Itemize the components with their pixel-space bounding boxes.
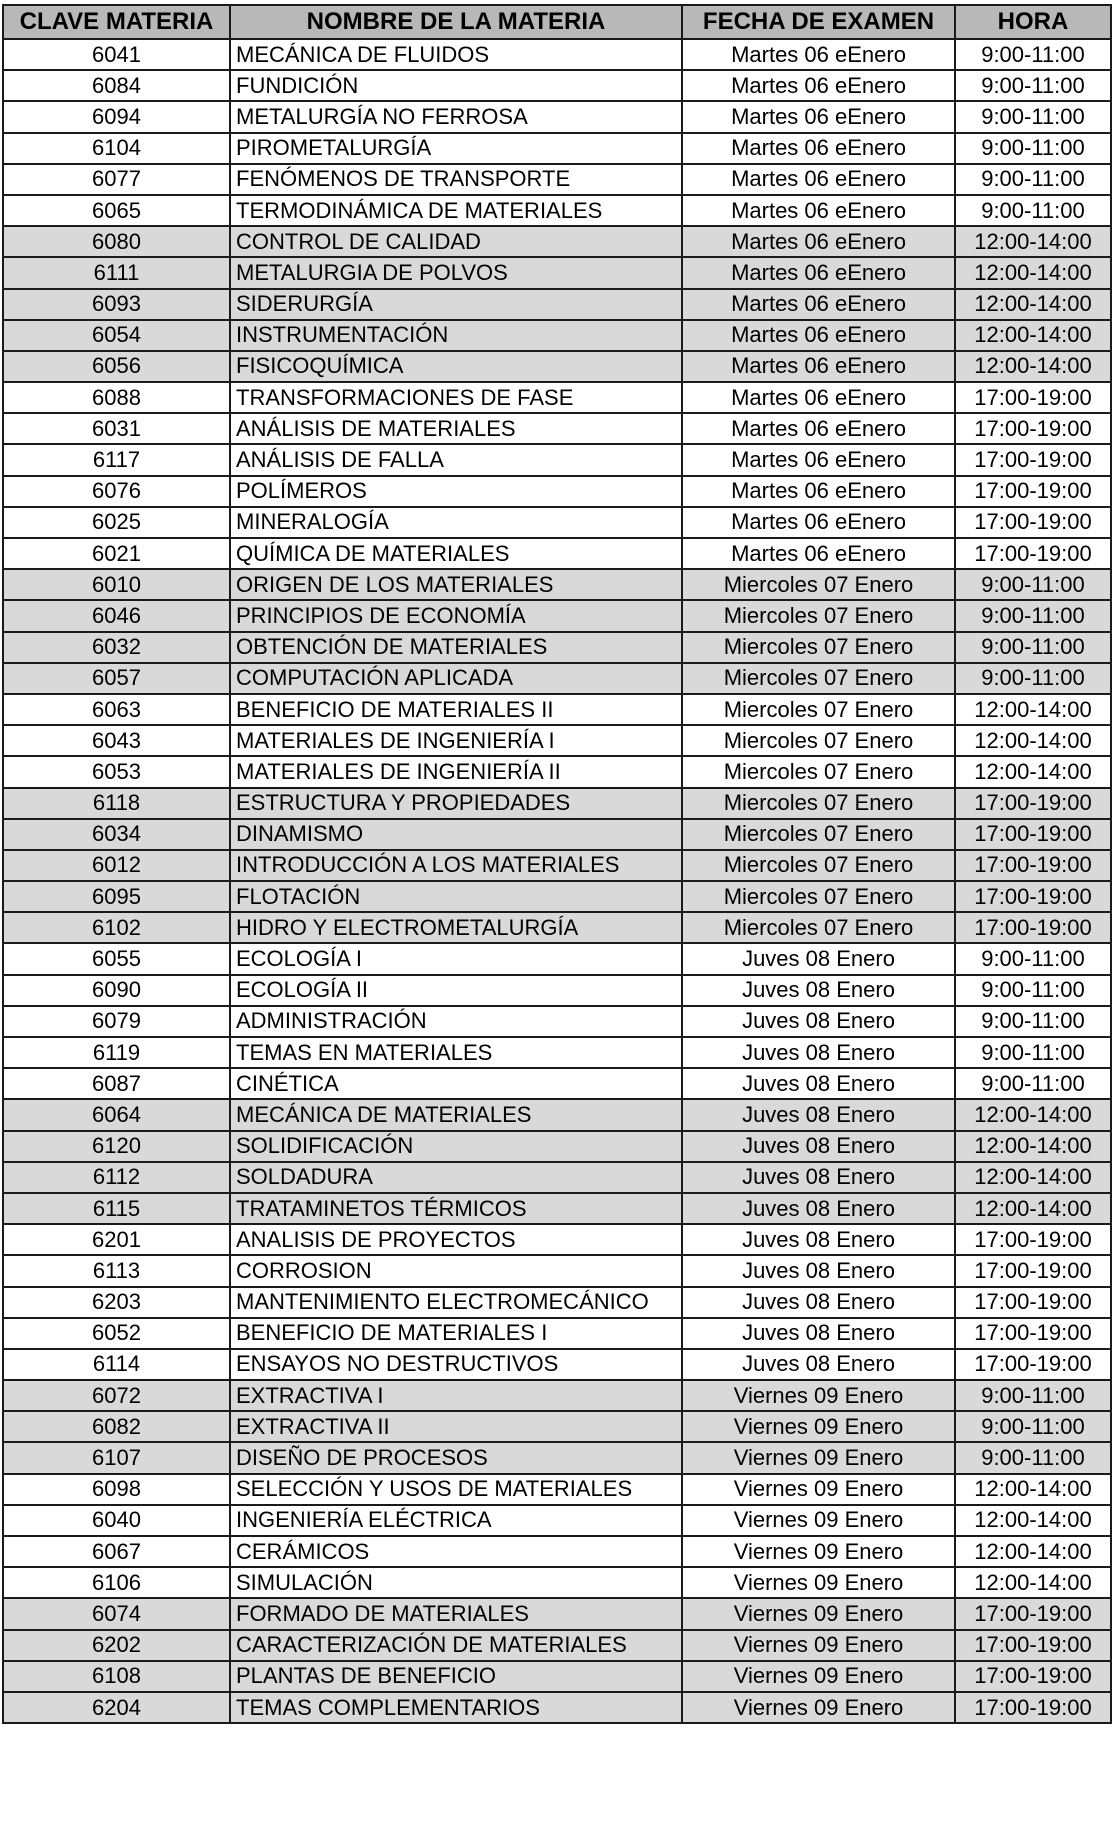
cell-clave-materia: 6102 [3, 912, 230, 943]
cell-fecha-examen: Miercoles 07 Enero [682, 663, 955, 694]
cell-clave-materia: 6079 [3, 1006, 230, 1037]
cell-hora: 17:00-19:00 [955, 850, 1111, 881]
cell-nombre-materia: CARACTERIZACIÓN DE MATERIALES [230, 1630, 682, 1661]
table-row [3, 1505, 1111, 1536]
table-row [3, 943, 1111, 974]
cell-nombre-materia: FORMADO DE MATERIALES [230, 1598, 682, 1629]
cell-clave-materia: 6111 [3, 257, 230, 288]
table-row [3, 881, 1111, 912]
cell-hora: 12:00-14:00 [955, 1536, 1111, 1567]
table-row [3, 351, 1111, 382]
exam-schedule-sheet [2, 4, 1110, 1724]
cell-hora: 17:00-19:00 [955, 413, 1111, 444]
cell-nombre-materia: SELECCIÓN Y USOS DE MATERIALES [230, 1474, 682, 1505]
header-fecha-examen: FECHA DE EXAMEN [682, 5, 955, 39]
cell-nombre-materia: MECÁNICA DE MATERIALES [230, 1099, 682, 1130]
cell-nombre-materia: TEMAS COMPLEMENTARIOS [230, 1692, 682, 1723]
table-row [3, 1162, 1111, 1193]
table-row [3, 538, 1111, 569]
cell-clave-materia: 6082 [3, 1411, 230, 1442]
table-row [3, 413, 1111, 444]
table-row [3, 320, 1111, 351]
cell-clave-materia: 6052 [3, 1318, 230, 1349]
table-row [3, 1006, 1111, 1037]
cell-clave-materia: 6114 [3, 1349, 230, 1380]
cell-fecha-examen: Miercoles 07 Enero [682, 819, 955, 850]
table-row [3, 663, 1111, 694]
cell-fecha-examen: Viernes 09 Enero [682, 1474, 955, 1505]
table-row [3, 1068, 1111, 1099]
cell-nombre-materia: METALURGIA DE POLVOS [230, 257, 682, 288]
table-row [3, 226, 1111, 257]
cell-clave-materia: 6118 [3, 788, 230, 819]
table-row [3, 444, 1111, 475]
cell-fecha-examen: Viernes 09 Enero [682, 1505, 955, 1536]
cell-clave-materia: 6094 [3, 101, 230, 132]
cell-nombre-materia: PRINCIPIOS DE ECONOMÍA [230, 600, 682, 631]
cell-hora: 17:00-19:00 [955, 881, 1111, 912]
cell-fecha-examen: Miercoles 07 Enero [682, 569, 955, 600]
cell-nombre-materia: CORROSION [230, 1255, 682, 1286]
table-row [3, 1692, 1111, 1723]
cell-fecha-examen: Viernes 09 Enero [682, 1411, 955, 1442]
cell-clave-materia: 6055 [3, 943, 230, 974]
cell-clave-materia: 6090 [3, 975, 230, 1006]
cell-clave-materia: 6115 [3, 1193, 230, 1224]
table-row [3, 289, 1111, 320]
table-row [3, 39, 1111, 70]
cell-fecha-examen: Viernes 09 Enero [682, 1536, 955, 1567]
cell-nombre-materia: MATERIALES DE INGENIERÍA II [230, 756, 682, 787]
cell-nombre-materia: COMPUTACIÓN APLICADA [230, 663, 682, 694]
cell-nombre-materia: INSTRUMENTACIÓN [230, 320, 682, 351]
cell-nombre-materia: TRATAMINETOS TÉRMICOS [230, 1193, 682, 1224]
cell-hora: 9:00-11:00 [955, 975, 1111, 1006]
cell-fecha-examen: Juves 08 Enero [682, 1349, 955, 1380]
cell-hora: 9:00-11:00 [955, 1380, 1111, 1411]
cell-nombre-materia: SIDERURGÍA [230, 289, 682, 320]
cell-nombre-materia: CONTROL DE CALIDAD [230, 226, 682, 257]
cell-clave-materia: 6202 [3, 1630, 230, 1661]
cell-fecha-examen: Viernes 09 Enero [682, 1692, 955, 1723]
cell-hora: 17:00-19:00 [955, 1598, 1111, 1629]
cell-clave-materia: 6204 [3, 1692, 230, 1723]
cell-clave-materia: 6072 [3, 1380, 230, 1411]
cell-fecha-examen: Miercoles 07 Enero [682, 632, 955, 663]
table-row [3, 1349, 1111, 1380]
cell-nombre-materia: HIDRO Y ELECTROMETALURGÍA [230, 912, 682, 943]
cell-nombre-materia: FUNDICIÓN [230, 70, 682, 101]
cell-clave-materia: 6095 [3, 881, 230, 912]
cell-hora: 9:00-11:00 [955, 101, 1111, 132]
cell-hora: 12:00-14:00 [955, 226, 1111, 257]
cell-nombre-materia: ECOLOGÍA II [230, 975, 682, 1006]
cell-clave-materia: 6041 [3, 39, 230, 70]
cell-fecha-examen: Miercoles 07 Enero [682, 912, 955, 943]
cell-hora: 17:00-19:00 [955, 1224, 1111, 1255]
cell-fecha-examen: Miercoles 07 Enero [682, 600, 955, 631]
cell-clave-materia: 6093 [3, 289, 230, 320]
cell-nombre-materia: MATERIALES DE INGENIERÍA I [230, 725, 682, 756]
cell-nombre-materia: CINÉTICA [230, 1068, 682, 1099]
table-row [3, 164, 1111, 195]
cell-clave-materia: 6106 [3, 1567, 230, 1598]
table-row [3, 195, 1111, 226]
cell-fecha-examen: Viernes 09 Enero [682, 1661, 955, 1692]
cell-hora: 9:00-11:00 [955, 1068, 1111, 1099]
cell-fecha-examen: Juves 08 Enero [682, 1037, 955, 1068]
cell-hora: 12:00-14:00 [955, 320, 1111, 351]
cell-nombre-materia: FLOTACIÓN [230, 881, 682, 912]
cell-hora: 12:00-14:00 [955, 1505, 1111, 1536]
exam-schedule-table [2, 4, 1112, 1724]
cell-fecha-examen: Juves 08 Enero [682, 1255, 955, 1286]
table-row [3, 1536, 1111, 1567]
cell-nombre-materia: BENEFICIO DE MATERIALES I [230, 1318, 682, 1349]
table-row [3, 1474, 1111, 1505]
cell-fecha-examen: Martes 06 eEnero [682, 164, 955, 195]
table-row [3, 101, 1111, 132]
table-row [3, 850, 1111, 881]
table-row [3, 1318, 1111, 1349]
table-row [3, 1567, 1111, 1598]
table-row [3, 507, 1111, 538]
cell-nombre-materia: QUÍMICA DE MATERIALES [230, 538, 682, 569]
cell-clave-materia: 6053 [3, 756, 230, 787]
cell-nombre-materia: OBTENCIÓN DE MATERIALES [230, 632, 682, 663]
table-row [3, 694, 1111, 725]
table-row [3, 1287, 1111, 1318]
cell-hora: 12:00-14:00 [955, 289, 1111, 320]
cell-clave-materia: 6031 [3, 413, 230, 444]
cell-fecha-examen: Miercoles 07 Enero [682, 788, 955, 819]
cell-nombre-materia: SIMULACIÓN [230, 1567, 682, 1598]
cell-hora: 12:00-14:00 [955, 1474, 1111, 1505]
cell-hora: 9:00-11:00 [955, 943, 1111, 974]
cell-fecha-examen: Martes 06 eEnero [682, 226, 955, 257]
cell-clave-materia: 6057 [3, 663, 230, 694]
cell-clave-materia: 6104 [3, 133, 230, 164]
cell-clave-materia: 6065 [3, 195, 230, 226]
cell-clave-materia: 6040 [3, 1505, 230, 1536]
cell-fecha-examen: Viernes 09 Enero [682, 1598, 955, 1629]
header-clave-materia: CLAVE MATERIA [3, 5, 230, 39]
cell-clave-materia: 6080 [3, 226, 230, 257]
cell-fecha-examen: Miercoles 07 Enero [682, 725, 955, 756]
cell-hora: 9:00-11:00 [955, 39, 1111, 70]
cell-nombre-materia: MINERALOGÍA [230, 507, 682, 538]
cell-hora: 9:00-11:00 [955, 663, 1111, 694]
cell-nombre-materia: TRANSFORMACIONES DE FASE [230, 382, 682, 413]
cell-nombre-materia: ADMINISTRACIÓN [230, 1006, 682, 1037]
cell-fecha-examen: Viernes 09 Enero [682, 1567, 955, 1598]
cell-clave-materia: 6201 [3, 1224, 230, 1255]
cell-fecha-examen: Miercoles 07 Enero [682, 756, 955, 787]
cell-hora: 17:00-19:00 [955, 538, 1111, 569]
header-nombre-materia: NOMBRE DE LA MATERIA [230, 5, 682, 39]
cell-fecha-examen: Juves 08 Enero [682, 1131, 955, 1162]
cell-hora: 9:00-11:00 [955, 164, 1111, 195]
cell-hora: 17:00-19:00 [955, 444, 1111, 475]
cell-fecha-examen: Juves 08 Enero [682, 1318, 955, 1349]
cell-clave-materia: 6021 [3, 538, 230, 569]
cell-clave-materia: 6064 [3, 1099, 230, 1130]
cell-hora: 9:00-11:00 [955, 632, 1111, 663]
cell-hora: 17:00-19:00 [955, 1661, 1111, 1692]
cell-hora: 17:00-19:00 [955, 382, 1111, 413]
cell-clave-materia: 6120 [3, 1131, 230, 1162]
cell-hora: 17:00-19:00 [955, 1318, 1111, 1349]
cell-clave-materia: 6108 [3, 1661, 230, 1692]
cell-clave-materia: 6117 [3, 444, 230, 475]
cell-fecha-examen: Martes 06 eEnero [682, 476, 955, 507]
table-row [3, 1037, 1111, 1068]
cell-fecha-examen: Martes 06 eEnero [682, 507, 955, 538]
cell-nombre-materia: METALURGÍA NO FERROSA [230, 101, 682, 132]
table-row [3, 476, 1111, 507]
cell-fecha-examen: Viernes 09 Enero [682, 1630, 955, 1661]
cell-fecha-examen: Viernes 09 Enero [682, 1380, 955, 1411]
cell-nombre-materia: PLANTAS DE BENEFICIO [230, 1661, 682, 1692]
table-row [3, 1380, 1111, 1411]
table-header [3, 5, 1111, 39]
cell-hora: 17:00-19:00 [955, 476, 1111, 507]
cell-hora: 9:00-11:00 [955, 70, 1111, 101]
cell-nombre-materia: ORIGEN DE LOS MATERIALES [230, 569, 682, 600]
cell-fecha-examen: Martes 06 eEnero [682, 320, 955, 351]
cell-nombre-materia: MECÁNICA DE FLUIDOS [230, 39, 682, 70]
cell-hora: 9:00-11:00 [955, 569, 1111, 600]
cell-fecha-examen: Martes 06 eEnero [682, 257, 955, 288]
cell-hora: 12:00-14:00 [955, 725, 1111, 756]
cell-hora: 12:00-14:00 [955, 756, 1111, 787]
table-row [3, 1411, 1111, 1442]
cell-nombre-materia: ENSAYOS NO DESTRUCTIVOS [230, 1349, 682, 1380]
cell-nombre-materia: SOLIDIFICACIÓN [230, 1131, 682, 1162]
cell-fecha-examen: Martes 06 eEnero [682, 133, 955, 164]
cell-fecha-examen: Miercoles 07 Enero [682, 694, 955, 725]
cell-fecha-examen: Martes 06 eEnero [682, 444, 955, 475]
header-row [3, 5, 1111, 39]
cell-hora: 9:00-11:00 [955, 1037, 1111, 1068]
cell-nombre-materia: DISEÑO DE PROCESOS [230, 1442, 682, 1473]
cell-hora: 17:00-19:00 [955, 1692, 1111, 1723]
cell-hora: 9:00-11:00 [955, 1411, 1111, 1442]
cell-nombre-materia: DINAMISMO [230, 819, 682, 850]
cell-clave-materia: 6067 [3, 1536, 230, 1567]
cell-fecha-examen: Juves 08 Enero [682, 975, 955, 1006]
cell-nombre-materia: ANÁLISIS DE FALLA [230, 444, 682, 475]
cell-fecha-examen: Juves 08 Enero [682, 1006, 955, 1037]
cell-hora: 9:00-11:00 [955, 133, 1111, 164]
table-row [3, 632, 1111, 663]
cell-nombre-materia: INGENIERÍA ELÉCTRICA [230, 1505, 682, 1536]
cell-clave-materia: 6043 [3, 725, 230, 756]
cell-hora: 12:00-14:00 [955, 1193, 1111, 1224]
cell-nombre-materia: BENEFICIO DE MATERIALES II [230, 694, 682, 725]
cell-nombre-materia: EXTRACTIVA I [230, 1380, 682, 1411]
cell-clave-materia: 6112 [3, 1162, 230, 1193]
table-body [3, 39, 1111, 1723]
cell-fecha-examen: Miercoles 07 Enero [682, 881, 955, 912]
cell-fecha-examen: Martes 06 eEnero [682, 39, 955, 70]
cell-fecha-examen: Juves 08 Enero [682, 1099, 955, 1130]
cell-clave-materia: 6010 [3, 569, 230, 600]
cell-fecha-examen: Martes 06 eEnero [682, 70, 955, 101]
cell-hora: 12:00-14:00 [955, 257, 1111, 288]
table-row [3, 1131, 1111, 1162]
header-hora: HORA [955, 5, 1111, 39]
cell-hora: 12:00-14:00 [955, 351, 1111, 382]
cell-nombre-materia: SOLDADURA [230, 1162, 682, 1193]
cell-clave-materia: 6087 [3, 1068, 230, 1099]
table-row [3, 1255, 1111, 1286]
cell-fecha-examen: Juves 08 Enero [682, 1162, 955, 1193]
cell-hora: 12:00-14:00 [955, 1131, 1111, 1162]
cell-clave-materia: 6063 [3, 694, 230, 725]
table-row [3, 756, 1111, 787]
cell-clave-materia: 6032 [3, 632, 230, 663]
table-row [3, 569, 1111, 600]
table-row [3, 600, 1111, 631]
table-row [3, 1442, 1111, 1473]
cell-fecha-examen: Martes 06 eEnero [682, 538, 955, 569]
cell-hora: 17:00-19:00 [955, 788, 1111, 819]
cell-fecha-examen: Martes 06 eEnero [682, 413, 955, 444]
cell-hora: 17:00-19:00 [955, 1349, 1111, 1380]
table-row [3, 1224, 1111, 1255]
cell-nombre-materia: PIROMETALURGÍA [230, 133, 682, 164]
table-row [3, 819, 1111, 850]
cell-nombre-materia: MANTENIMIENTO ELECTROMECÁNICO [230, 1287, 682, 1318]
table-row [3, 70, 1111, 101]
cell-nombre-materia: INTRODUCCIÓN A LOS MATERIALES [230, 850, 682, 881]
cell-nombre-materia: TEMAS EN MATERIALES [230, 1037, 682, 1068]
cell-fecha-examen: Viernes 09 Enero [682, 1442, 955, 1473]
cell-hora: 9:00-11:00 [955, 600, 1111, 631]
cell-nombre-materia: EXTRACTIVA II [230, 1411, 682, 1442]
table-row [3, 1193, 1111, 1224]
cell-hora: 12:00-14:00 [955, 1162, 1111, 1193]
cell-clave-materia: 6076 [3, 476, 230, 507]
cell-hora: 17:00-19:00 [955, 507, 1111, 538]
cell-fecha-examen: Martes 06 eEnero [682, 382, 955, 413]
cell-clave-materia: 6054 [3, 320, 230, 351]
cell-hora: 17:00-19:00 [955, 1255, 1111, 1286]
cell-hora: 12:00-14:00 [955, 1099, 1111, 1130]
table-row [3, 257, 1111, 288]
table-row [3, 1099, 1111, 1130]
cell-nombre-materia: ANÁLISIS DE MATERIALES [230, 413, 682, 444]
cell-nombre-materia: TERMODINÁMICA DE MATERIALES [230, 195, 682, 226]
cell-hora: 12:00-14:00 [955, 694, 1111, 725]
cell-clave-materia: 6084 [3, 70, 230, 101]
table-row [3, 725, 1111, 756]
cell-clave-materia: 6203 [3, 1287, 230, 1318]
cell-nombre-materia: ANALISIS DE PROYECTOS [230, 1224, 682, 1255]
cell-hora: 17:00-19:00 [955, 912, 1111, 943]
cell-fecha-examen: Martes 06 eEnero [682, 101, 955, 132]
cell-hora: 17:00-19:00 [955, 819, 1111, 850]
cell-fecha-examen: Martes 06 eEnero [682, 351, 955, 382]
cell-clave-materia: 6107 [3, 1442, 230, 1473]
table-row [3, 1598, 1111, 1629]
cell-clave-materia: 6088 [3, 382, 230, 413]
table-row [3, 1630, 1111, 1661]
cell-nombre-materia: FENÓMENOS DE TRANSPORTE [230, 164, 682, 195]
cell-clave-materia: 6034 [3, 819, 230, 850]
table-row [3, 133, 1111, 164]
cell-nombre-materia: ECOLOGÍA I [230, 943, 682, 974]
table-row [3, 912, 1111, 943]
cell-clave-materia: 6113 [3, 1255, 230, 1286]
cell-hora: 9:00-11:00 [955, 1006, 1111, 1037]
cell-nombre-materia: CERÁMICOS [230, 1536, 682, 1567]
cell-clave-materia: 6119 [3, 1037, 230, 1068]
cell-hora: 17:00-19:00 [955, 1287, 1111, 1318]
cell-clave-materia: 6046 [3, 600, 230, 631]
table-row [3, 788, 1111, 819]
cell-clave-materia: 6025 [3, 507, 230, 538]
cell-fecha-examen: Juves 08 Enero [682, 943, 955, 974]
cell-fecha-examen: Martes 06 eEnero [682, 289, 955, 320]
cell-clave-materia: 6074 [3, 1598, 230, 1629]
cell-fecha-examen: Martes 06 eEnero [682, 195, 955, 226]
table-row [3, 975, 1111, 1006]
cell-clave-materia: 6098 [3, 1474, 230, 1505]
cell-hora: 9:00-11:00 [955, 195, 1111, 226]
cell-clave-materia: 6056 [3, 351, 230, 382]
cell-clave-materia: 6077 [3, 164, 230, 195]
cell-hora: 9:00-11:00 [955, 1442, 1111, 1473]
cell-nombre-materia: FISICOQUÍMICA [230, 351, 682, 382]
cell-hora: 12:00-14:00 [955, 1567, 1111, 1598]
table-row [3, 382, 1111, 413]
cell-fecha-examen: Juves 08 Enero [682, 1224, 955, 1255]
cell-nombre-materia: ESTRUCTURA Y PROPIEDADES [230, 788, 682, 819]
cell-fecha-examen: Juves 08 Enero [682, 1193, 955, 1224]
cell-hora: 17:00-19:00 [955, 1630, 1111, 1661]
cell-fecha-examen: Miercoles 07 Enero [682, 850, 955, 881]
cell-fecha-examen: Juves 08 Enero [682, 1287, 955, 1318]
table-row [3, 1661, 1111, 1692]
cell-nombre-materia: POLÍMEROS [230, 476, 682, 507]
cell-fecha-examen: Juves 08 Enero [682, 1068, 955, 1099]
cell-clave-materia: 6012 [3, 850, 230, 881]
